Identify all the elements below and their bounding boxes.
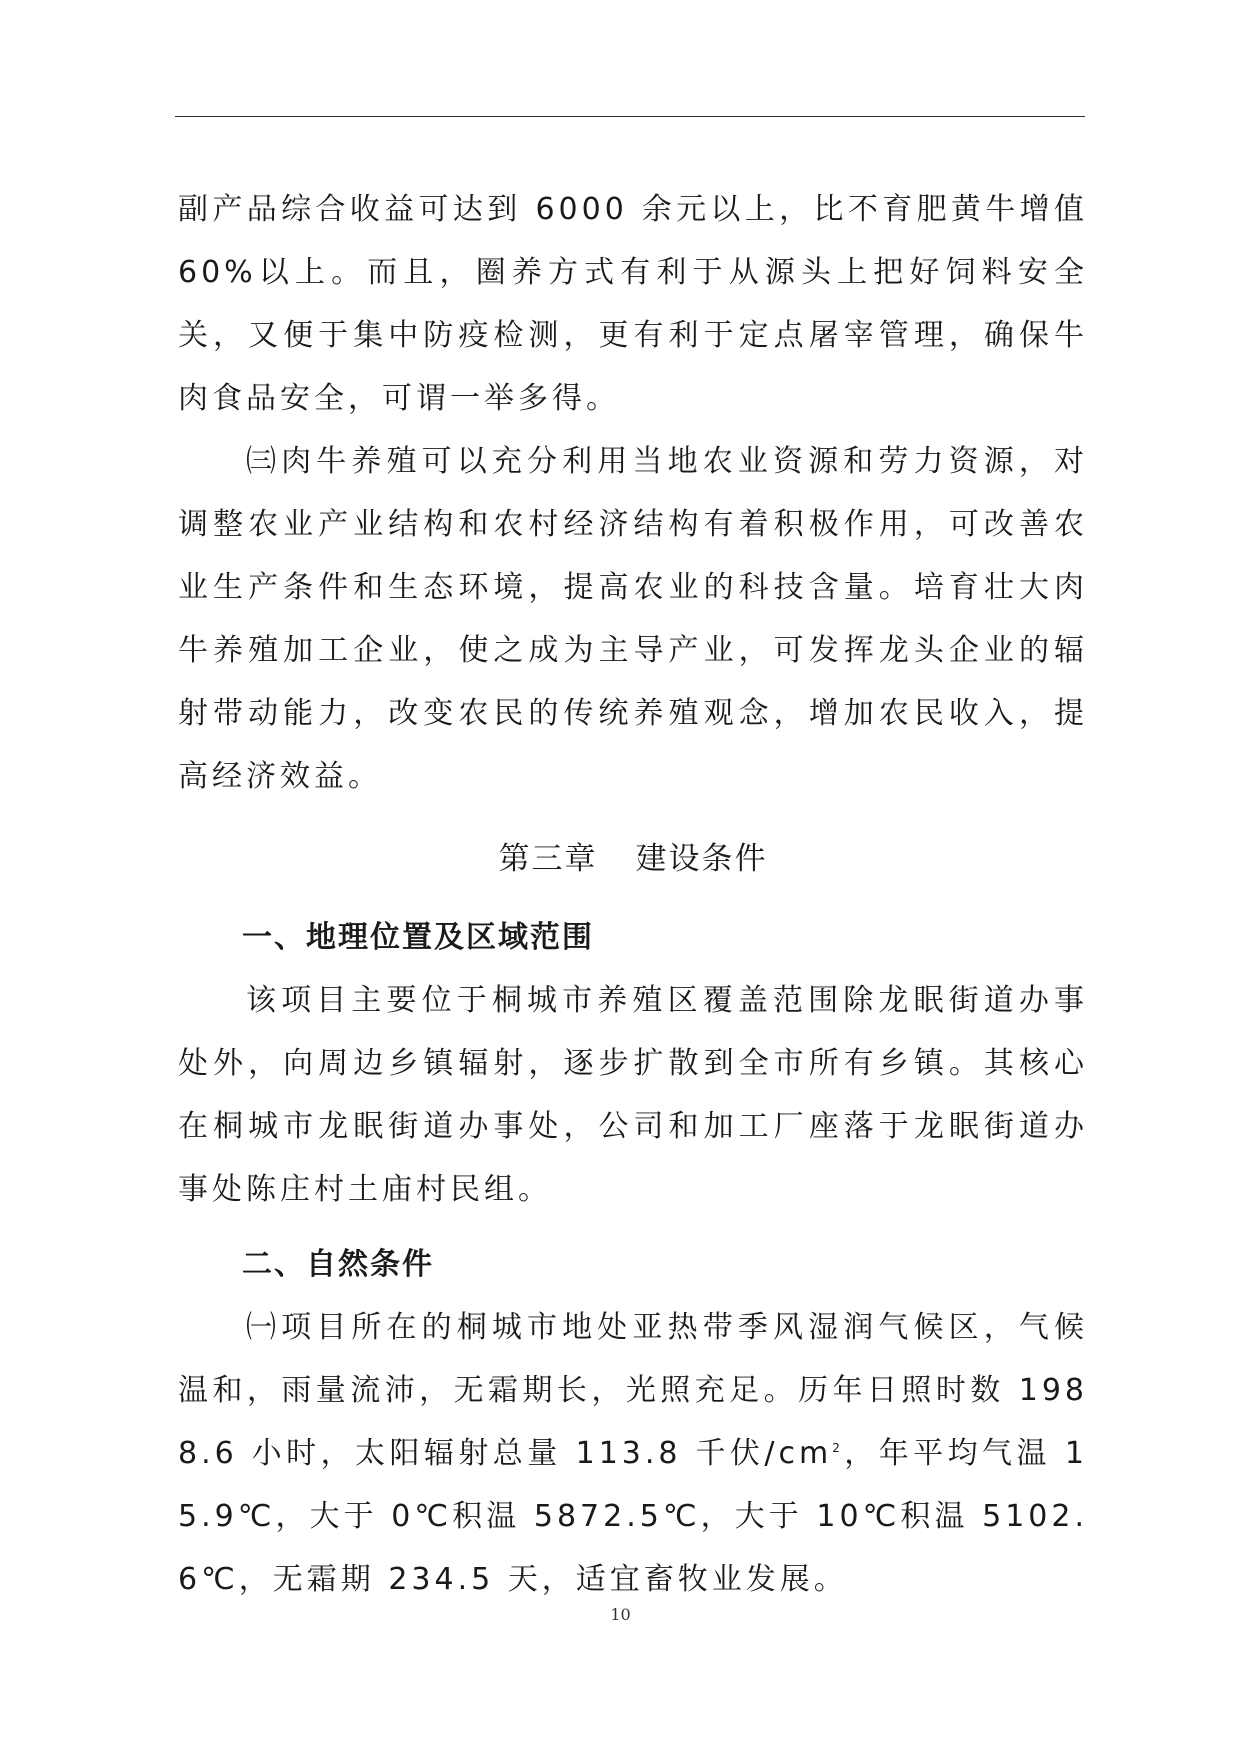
- page-number: 10: [610, 1605, 631, 1624]
- chapter-title: 建设条件: [635, 841, 768, 877]
- climate-text-part1: ㈠项目所在的桐城市地处亚热带季风湿润气候区，气候温和，雨量流沛，无霜期长，光照充足。历年日照时数 1988.6 小时，太阳辐射总量 113.8 千伏/cm: [178, 1310, 1088, 1471]
- unit-superscript: 2: [832, 1441, 844, 1455]
- climate-text-part2: ，年平均气温 15.9℃，大于 0℃积温 5872.5℃，大于 10℃积温 5102.6℃，无霜期 234.5 天，适宜畜牧业发展。: [178, 1436, 1088, 1597]
- header-rule: [175, 116, 1085, 117]
- section-body-natural-conditions: [178, 1296, 1088, 1611]
- chapter-heading: [178, 824, 1088, 894]
- page-body: [178, 178, 1088, 1611]
- section-body-location: 该项目主要位于桐城市养殖区覆盖范围除龙眠街道办事处外，向周边乡镇辐射，逐步扩散到全市所有乡镇。其核心在桐城市龙眠街道办事处，公司和加工厂座落于龙眠街道办事处陈庄村土庙村民组。: [178, 983, 1088, 1207]
- paragraph-continued: 副产品综合收益可达到 6000 余元以上，比不育肥黄牛增值 60%以上。而且，圈养方式有利于从源头上把好饲料安全关，又便于集中防疫检测，更有利于定点屠宰管理，确保牛肉食品安全，可谓一举多得。: [178, 192, 1088, 416]
- chapter-number: 第三章: [498, 841, 598, 877]
- paragraph-item-3: ㈢肉牛养殖可以充分利用当地农业资源和劳力资源，对调整农业产业结构和农村经济结构有着积极作用，可改善农业生产条件和生态环境，提高农业的科技含量。培育壮大肉牛养殖加工企业，使之成为主导产业，可发挥龙头企业的辐射带动能力，改变农民的传统养殖观念，增加农民收入，提高经济效益。: [178, 444, 1088, 794]
- section-heading-location: 一、地理位置及区域范围: [242, 920, 594, 955]
- section-heading-natural-conditions: 二、自然条件: [242, 1247, 434, 1282]
